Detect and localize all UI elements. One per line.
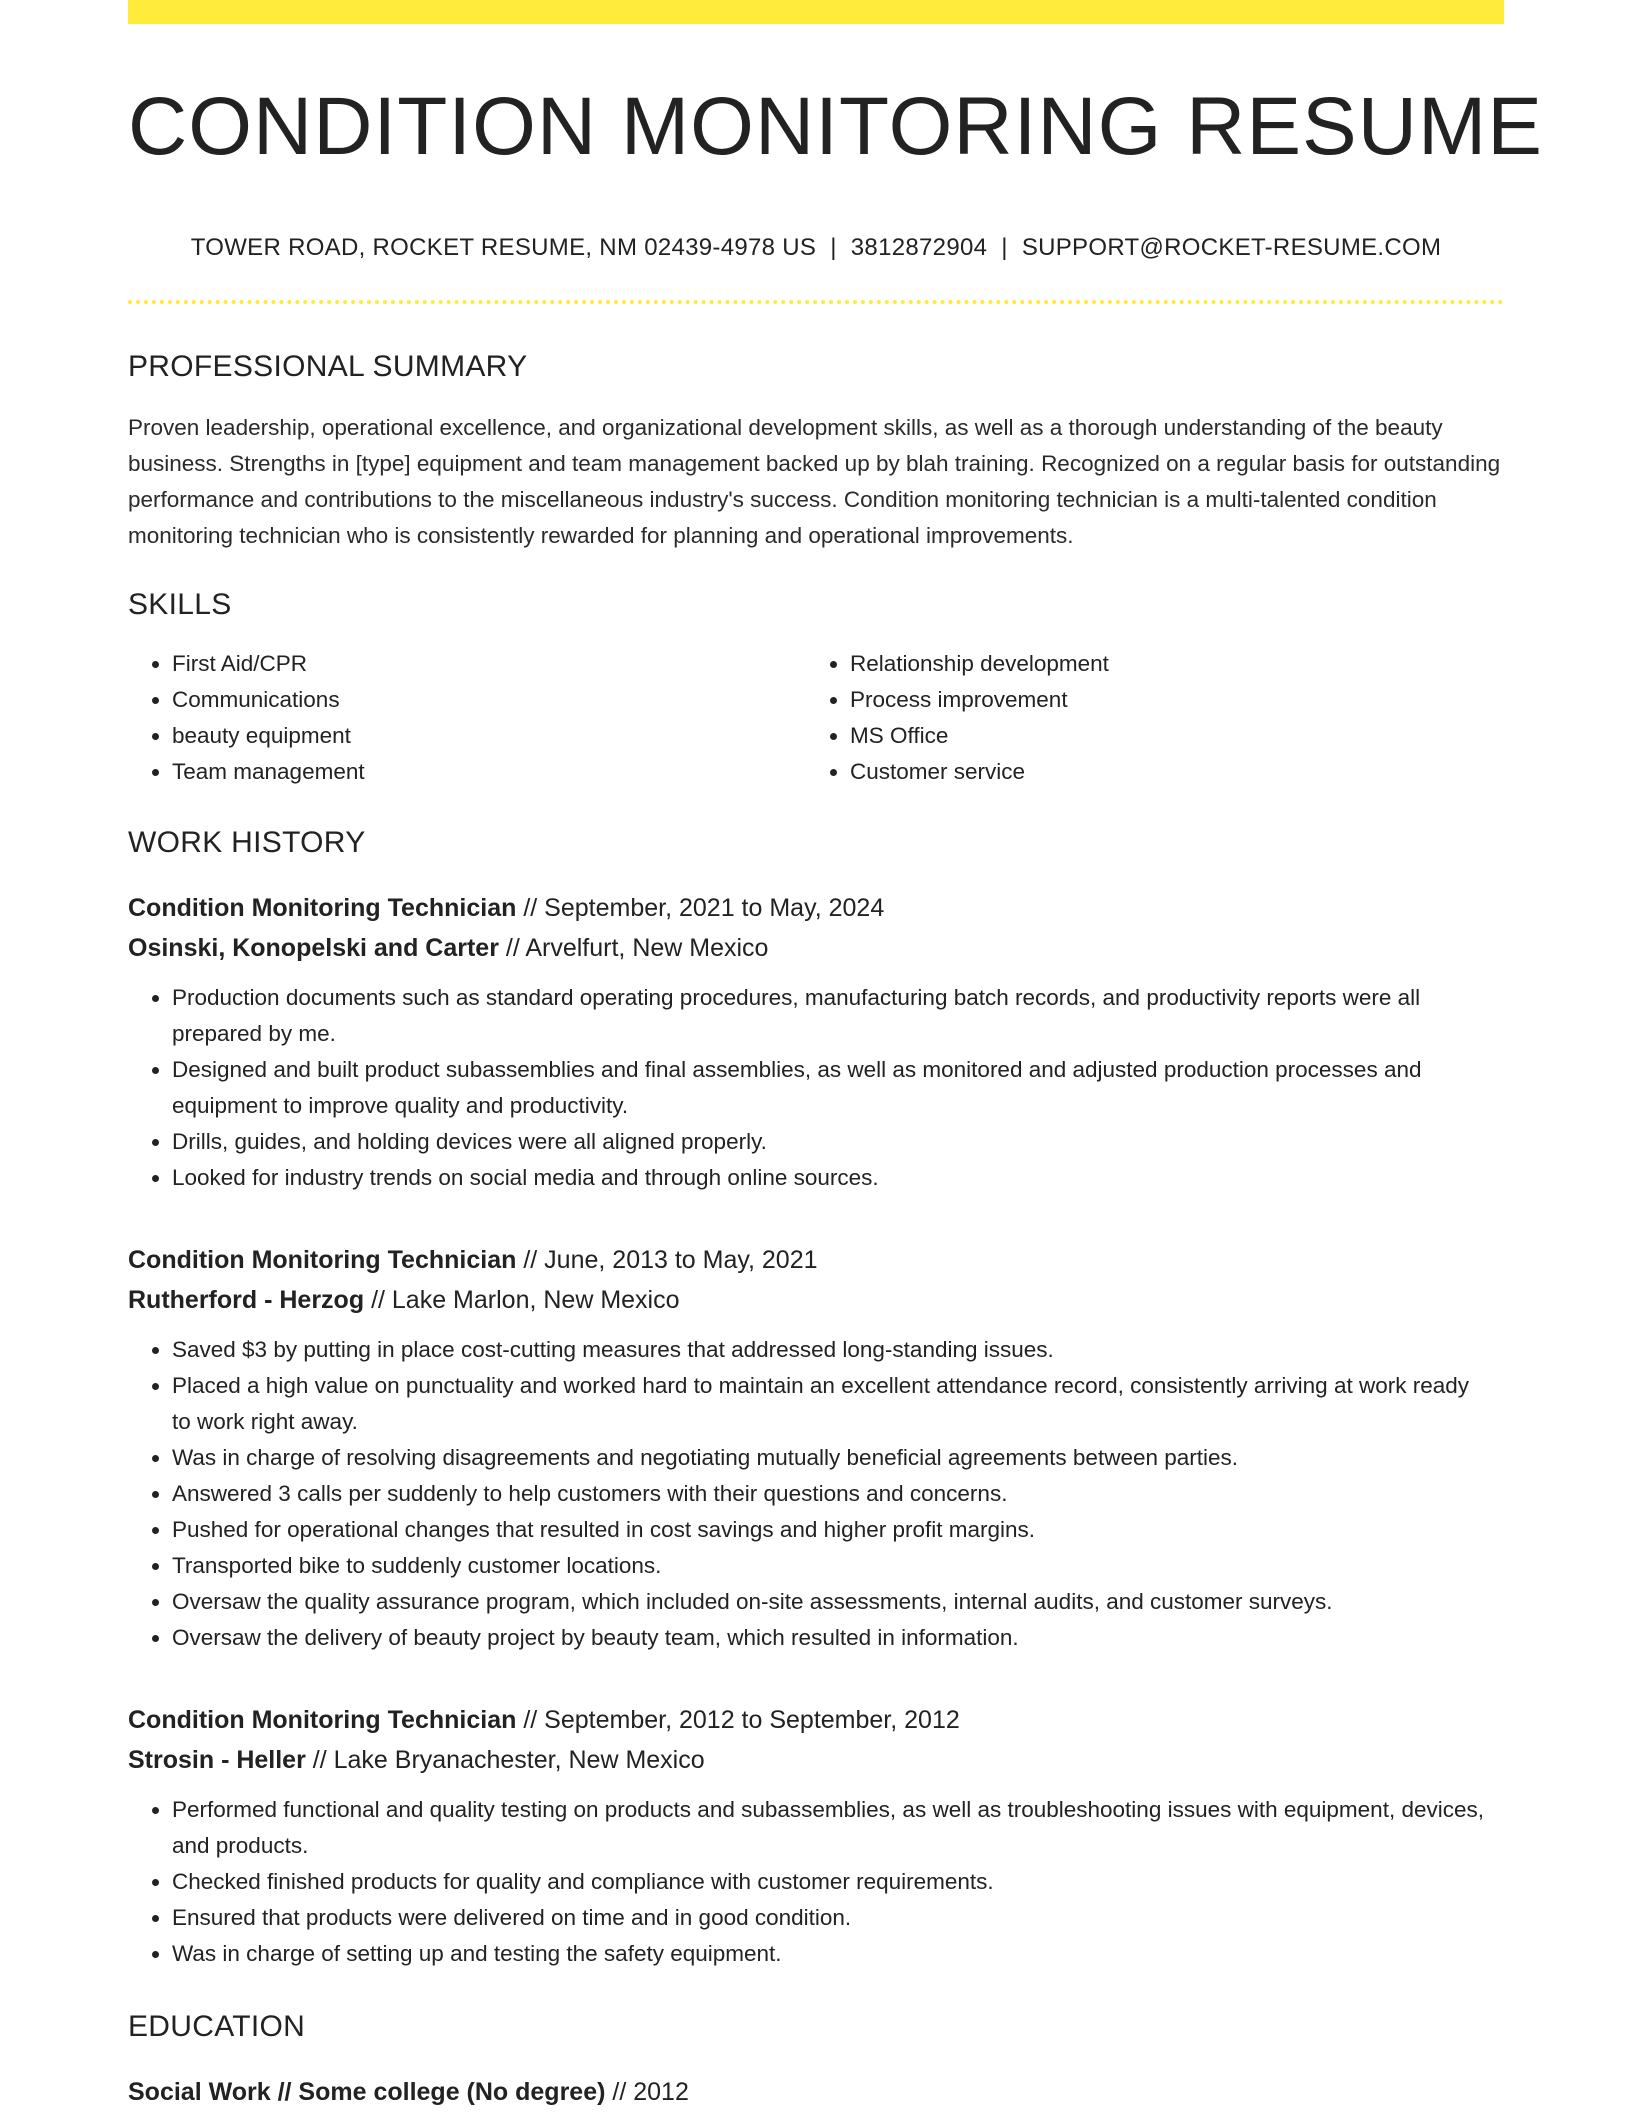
skills-grid bbox=[128, 646, 1504, 790]
job-dates: // September, 2012 to September, 2012 bbox=[523, 1706, 960, 1734]
job-bullet: • Was in charge of resolving disagreements and negotiating mutually beneficial agreements between parties. bbox=[172, 1440, 1504, 1476]
skill-item: • beauty equipment bbox=[172, 718, 806, 754]
job-location: // Lake Bryanachester, New Mexico bbox=[312, 1746, 705, 1774]
job-bullet: • Oversaw the quality assurance program, which included on-site assessments, internal audits, and customer surveys. bbox=[172, 1584, 1504, 1620]
skill-item: • MS Office bbox=[850, 718, 1484, 754]
contact-address: TOWER ROAD, ROCKET RESUME, NM 02439-4978 US bbox=[190, 234, 817, 261]
skill-item: • Relationship development bbox=[850, 646, 1484, 682]
job-bullet: • Answered 3 calls per suddenly to help customers with their questions and concerns. bbox=[172, 1476, 1504, 1512]
job-role: Condition Monitoring Technician bbox=[128, 1246, 517, 1274]
job-company: Rutherford - Herzog bbox=[128, 1286, 365, 1314]
job-bullet: • Placed a high value on punctuality and worked hard to maintain an excellent attendance record, consistently arriving at work ready to work right away. bbox=[172, 1368, 1504, 1440]
job-dates: // June, 2013 to May, 2021 bbox=[523, 1246, 818, 1274]
job-bullet: • Ensured that products were delivered on time and in good condition. bbox=[172, 1900, 1504, 1936]
job-entry bbox=[128, 1240, 1504, 1656]
contact-separator: | bbox=[1001, 234, 1008, 261]
job-company-line bbox=[128, 928, 1504, 968]
resume-page bbox=[128, 0, 1543, 2112]
job-bullet: • Production documents such as standard operating procedures, manufacturing batch records, and productivity reports were all prepared by me. bbox=[172, 980, 1504, 1052]
skill-item: • Team management bbox=[172, 754, 806, 790]
job-location: // Lake Marlon, New Mexico bbox=[371, 1286, 680, 1314]
job-company-line bbox=[128, 1740, 1504, 1780]
skill-item: • Customer service bbox=[850, 754, 1484, 790]
job-company-line bbox=[128, 1280, 1504, 1320]
job-bullets bbox=[128, 1792, 1504, 1972]
resume-title: CONDITION MONITORING RESUME bbox=[128, 81, 1543, 172]
job-bullet: • Was in charge of setting up and testing the safety equipment. bbox=[172, 1936, 1504, 1972]
education-year: // 2012 bbox=[612, 2078, 689, 2106]
job-company: Osinski, Konopelski and Carter bbox=[128, 934, 499, 962]
job-bullet: • Designed and built product subassemblies and final assemblies, as well as monitored and adjusted production processes and equipment to improve quality and productivity. bbox=[172, 1052, 1504, 1124]
job-bullet: • Transported bike to suddenly customer locations. bbox=[172, 1548, 1504, 1584]
job-entry bbox=[128, 1700, 1504, 1972]
job-bullets bbox=[128, 1332, 1504, 1656]
dotted-divider bbox=[128, 300, 1504, 304]
skills-heading: SKILLS bbox=[128, 588, 232, 621]
contact-phone: 3812872904 bbox=[850, 234, 988, 261]
job-dates: // September, 2021 to May, 2024 bbox=[523, 894, 885, 922]
education-heading: EDUCATION bbox=[128, 2010, 306, 2043]
job-location: // Arvelfurt, New Mexico bbox=[505, 934, 769, 962]
summary-heading: PROFESSIONAL SUMMARY bbox=[128, 350, 528, 383]
job-bullet: • Pushed for operational changes that resulted in cost savings and higher profit margins. bbox=[172, 1512, 1504, 1548]
skills-column-right bbox=[806, 646, 1484, 790]
job-role: Condition Monitoring Technician bbox=[128, 1706, 517, 1734]
job-role-line bbox=[128, 1240, 1504, 1280]
job-company: Strosin - Heller bbox=[128, 1746, 306, 1774]
job-bullet: • Checked finished products for quality and compliance with customer requirements. bbox=[172, 1864, 1504, 1900]
education-degree: Social Work // Some college (No degree) bbox=[128, 2078, 606, 2106]
skill-item: • Communications bbox=[172, 682, 806, 718]
job-bullet: • Drills, guides, and holding devices were all aligned properly. bbox=[172, 1124, 1504, 1160]
contact-separator: | bbox=[830, 234, 837, 261]
contact-line bbox=[128, 234, 1504, 262]
job-bullets bbox=[128, 980, 1504, 1196]
job-bullet: • Looked for industry trends on social media and through online sources. bbox=[172, 1160, 1504, 1196]
job-bullet: • Performed functional and quality testing on products and subassemblies, as well as troubleshooting issues with equipment, devices, and products. bbox=[172, 1792, 1504, 1864]
summary-text: Proven leadership, operational excellence, and organizational development skills, as well as a thorough understanding of the beauty business. Strengths in [type] equipment and team management backed up by blah training. Recognized on a regular basis for outstanding performance and contributions to the miscellaneous industry's success. Condition monitoring technician is a multi-talented condition monitoring technician who is consistently rewarded for planning and operational improvements. bbox=[128, 415, 1501, 548]
work-history-heading: WORK HISTORY bbox=[128, 826, 366, 859]
job-role-line bbox=[128, 888, 1504, 928]
job-bullet: • Saved $3 by putting in place cost-cutting measures that addressed long-standing issues. bbox=[172, 1332, 1504, 1368]
job-role-line bbox=[128, 1700, 1504, 1740]
top-accent-bar bbox=[128, 0, 1504, 24]
job-bullet: • Oversaw the delivery of beauty project by beauty team, which resulted in information. bbox=[172, 1620, 1504, 1656]
skill-item: • First Aid/CPR bbox=[172, 646, 806, 682]
contact-email: SUPPORT@ROCKET-RESUME.COM bbox=[1021, 234, 1442, 261]
skills-column-left bbox=[128, 646, 806, 790]
job-entry bbox=[128, 888, 1504, 1196]
skill-item: • Process improvement bbox=[850, 682, 1484, 718]
job-role: Condition Monitoring Technician bbox=[128, 894, 517, 922]
education-entry bbox=[128, 2072, 1504, 2112]
